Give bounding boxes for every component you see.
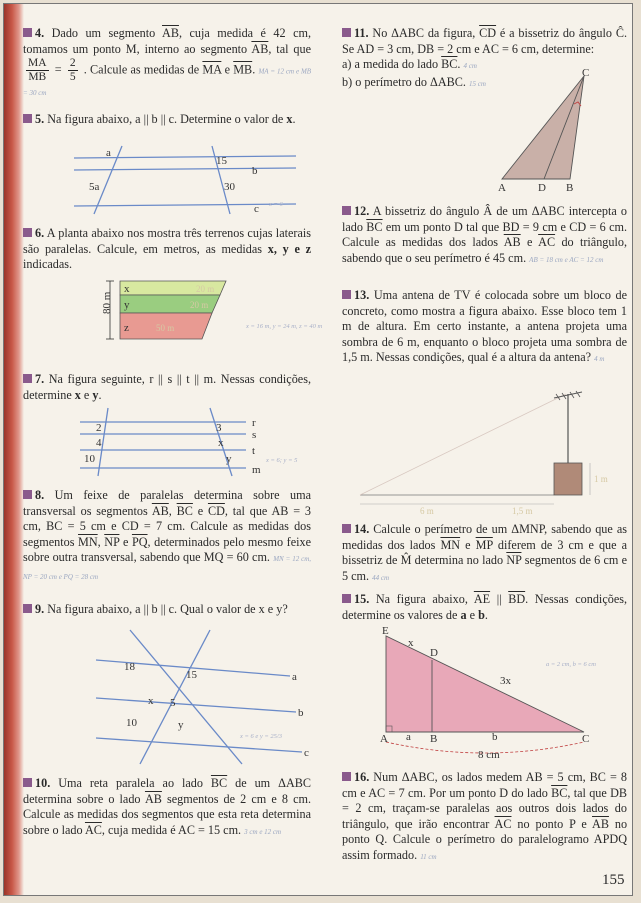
exercise-4: 4. Dado um segmento $\overline{AB}$, cuja medida é 42 cm, tomamos um ponto M, interno ao segmento $\overline{AB}$, tal que $\frac{MA}{MB}$ = $\frac{2}{5}$ . Calcule as medidas de $\overline{MA}$ e $\overline{MB}$. MA = 12 cm e MB = 30 cm [23, 26, 312, 98]
label-3: 3 [216, 422, 222, 434]
label-50m: 50 m [156, 323, 175, 333]
label-s: s [252, 429, 257, 441]
label-y: y [124, 299, 130, 311]
label-1m: 1 m [594, 474, 608, 484]
exercise-marker-icon [23, 778, 32, 787]
figure-exercise-7 [74, 406, 319, 478]
label-6m: 6 m [420, 506, 434, 516]
label-1-5m: 1,5 m [512, 506, 533, 516]
label-4: 4 [96, 437, 102, 449]
exercise-marker-icon [342, 524, 351, 533]
segment-ab: $\overline{AB}$ [251, 41, 269, 56]
figure-exercise-6 [96, 276, 326, 346]
figure-exercise-5 [64, 144, 314, 216]
exercise-marker-icon [342, 206, 351, 215]
label-z: z [124, 322, 129, 334]
answer-note: 44 cm [372, 573, 390, 582]
label-15: 15 [186, 669, 197, 681]
exercise-number: 4. [35, 26, 45, 40]
label-10: 10 [126, 717, 137, 729]
label-a-length: a [406, 731, 411, 743]
fraction-ma-mb: $\frac{MA}{MB}$ [28, 57, 47, 84]
label-2: 2 [96, 422, 102, 434]
label-20m-top: 20 m [196, 284, 215, 294]
page-number: 155 [602, 872, 625, 888]
answer-note: 11 cm [420, 852, 437, 861]
exercise-marker-icon [342, 28, 351, 37]
label-b: B [430, 733, 438, 745]
exercise-8: 8. Um feixe de paralelas determina sobre uma transversal os segmentos $\overline{AB}$, $\overline{BC}$ e $\overline{CD}$, tal que AB = 3 cm, BC = 5 cm e CD = 7 cm. Calcule as medidas dos segmentos $\overline{MN}$, $\overline{NP}$ e $\overline{PQ}$, determinados pelo mesmo feixe sobre outra transversal, sabendo que MQ = 60 cm. MN = 12 cm, NP = 20 cm e PQ = 28 cm [23, 488, 312, 581]
label-d: D [538, 182, 546, 194]
label-m: m [252, 464, 261, 476]
figure-exercise-11 [494, 64, 624, 196]
label-d: D [430, 647, 438, 659]
exercise-marker-icon [23, 114, 32, 123]
label-e: E [382, 625, 389, 637]
label-x: x [408, 637, 414, 649]
answer-note: x = 16 m, y = 24 m, z = 40 m [246, 323, 323, 330]
exercise-marker-icon [342, 594, 351, 603]
label-c: c [254, 203, 259, 215]
exercise-14: 14. Calcule o perímetro de um ΔMNP, sabendo que as medidas dos lados $\overline{MN}$ e $\overline{MP}$ diferem de 3 cm e que a bissetriz de M̂ determina no lado $\overline{NP}$ segmentos de 6 cm e 5 cm. 44 cm [342, 522, 628, 583]
label-b-length: b [492, 731, 498, 743]
label-a: A [380, 733, 388, 745]
exercise-12: 12. A bissetriz do ângulo Â de um ΔABC intercepta o lado $\overline{BC}$ em um ponto D tal que BD = 9 cm e CD = 6 cm. Calcule as medidas dos lados $\overline{AB}$ e $\overline{AC}$ do triângulo, sabendo que o seu perímetro é 45 cm. AB = 18 cm e AC = 12 cm [342, 204, 628, 265]
exercise-16: 16. Num ΔABC, os lados medem AB = 5 cm, BC = 8 cm e AC = 7 cm. Por um ponto D do lado $\overline{BC}$, tal que DB = 2 cm, traçam-se paralelas aos outros dois lados do triângulo, que irão encontrar $\overline{AC}$ no ponto P e $\overline{AB}$ no ponto Q. Calcule o perímetro do paralelogramo APDQ assim formado. 11 cm [342, 770, 628, 862]
label-8cm: 8 cm [478, 749, 500, 760]
label-c: C [582, 733, 590, 745]
exercise-marker-icon [23, 490, 32, 499]
exercise-11: 11. No ΔABC da figura, $\overline{CD}$ é a bissetriz do ângulo Ĉ. Se AD = 3 cm, DB = 2 cm e AC = 6 cm, determine: a) a medida do lado $\overline{BC}$. 4 cm b) o perímetro do ΔABC. 15 cm [342, 26, 628, 89]
label-r: r [252, 417, 256, 429]
label-5a: 5a [89, 181, 100, 193]
exercise-10: 10. Uma reta paralela ao lado $\overline{BC}$ de um ΔABC determina sobre o lado $\overline{AB}$ segmentos de 2 cm e 8 cm. Calcule as medidas dos segmentos que esta reta determina sobre o lado $\overline{AC}$, cuja medida é AC = 15 cm. 3 cm e 12 cm [23, 776, 312, 837]
exercise-marker-icon [23, 374, 32, 383]
label-b: B [566, 182, 574, 194]
answer-note: x = 6 e y = 25/3 [240, 733, 282, 740]
answer-note: MA = 12 cm e MB = 30 cm [23, 67, 312, 98]
exercise-7: 7. Na figura seguinte, r || s || t || m. Nessas condições, determine x e y. [23, 372, 311, 402]
answer-note: AB = 18 cm e AC = 12 cm [529, 255, 604, 264]
label-x: x [148, 695, 154, 707]
answer-note: MN = 12 cm, NP = 20 cm e PQ = 28 cm [23, 555, 312, 581]
label-30: 30 [224, 181, 235, 193]
label-10: 10 [84, 453, 95, 465]
answer-note: x = 6; y = 5 [266, 457, 298, 464]
page-spine [4, 4, 24, 895]
segment-mb: $\overline{MB}$ [233, 62, 253, 77]
exercise-marker-icon [342, 772, 351, 781]
label-c: c [304, 747, 309, 759]
answer-note: 3 cm e 12 cm [244, 827, 282, 836]
exercise-13: 13. Uma antena de TV é colocada sobre um bloco de concreto, como mostra a figura abaixo. Esse bloco tem 1 m de altura. Em certo instante, a antena projeta uma sombra de 6 m, enquanto o bloco projeta uma sombra de 1,5 m. Nessas condições, qual é a altura da antena? 4 m [342, 288, 627, 365]
exercise-marker-icon [23, 28, 32, 37]
label-5: 5 [170, 697, 176, 709]
label-20m-mid: 20 m [190, 300, 209, 310]
textbook-page [3, 3, 633, 896]
answer-note: 4 m [594, 355, 605, 364]
label-b: b [252, 165, 258, 177]
segment-ma: $\overline{MA}$ [202, 62, 222, 77]
label-c: C [582, 67, 590, 79]
answer-note: a = 2 cm, b = 6 cm [546, 661, 596, 668]
exercise-15: 15. Na figura abaixo, $\overline{AE}$ || $\overline{BD}$. Nessas condições, determine os valores de a e b. [342, 592, 628, 622]
label-15: 15 [216, 155, 227, 167]
segment-ab: $\overline{AB}$ [162, 26, 179, 40]
label-t: t [252, 445, 256, 457]
fraction-2-5: $\frac{2}{5}$ [69, 57, 76, 84]
exercise-6: 6. A planta abaixo nos mostra três terrenos cujas laterais são paralelas. Calcule, em metros, as medidas x, y e z indicadas. [23, 226, 311, 272]
label-b: b [298, 707, 304, 719]
label-a: A [498, 182, 506, 194]
label-x: x [124, 283, 130, 295]
label-a: a [292, 671, 297, 683]
exercise-5: 5. Na figura abaixo, a || b || c. Determine o valor de x. [23, 112, 311, 128]
label-a: a [106, 147, 111, 159]
label-y: y [178, 719, 184, 731]
label-18: 18 [124, 661, 135, 673]
exercise-marker-icon [342, 290, 351, 299]
exercise-9: 9. Na figura abaixo, a || b || c. Qual o valor de x e y? [23, 602, 311, 618]
figure-exercise-9 [90, 626, 318, 768]
label-80m: 80 m [101, 291, 113, 314]
exercise-marker-icon [23, 228, 32, 237]
answer-note: x = 6 [269, 201, 283, 208]
figure-exercise-15 [376, 622, 621, 760]
label-x: x [218, 437, 224, 449]
exercise-marker-icon [23, 604, 32, 613]
label-3x: 3x [500, 675, 511, 687]
label-y: y [226, 453, 232, 465]
figure-exercise-13 [354, 380, 616, 520]
